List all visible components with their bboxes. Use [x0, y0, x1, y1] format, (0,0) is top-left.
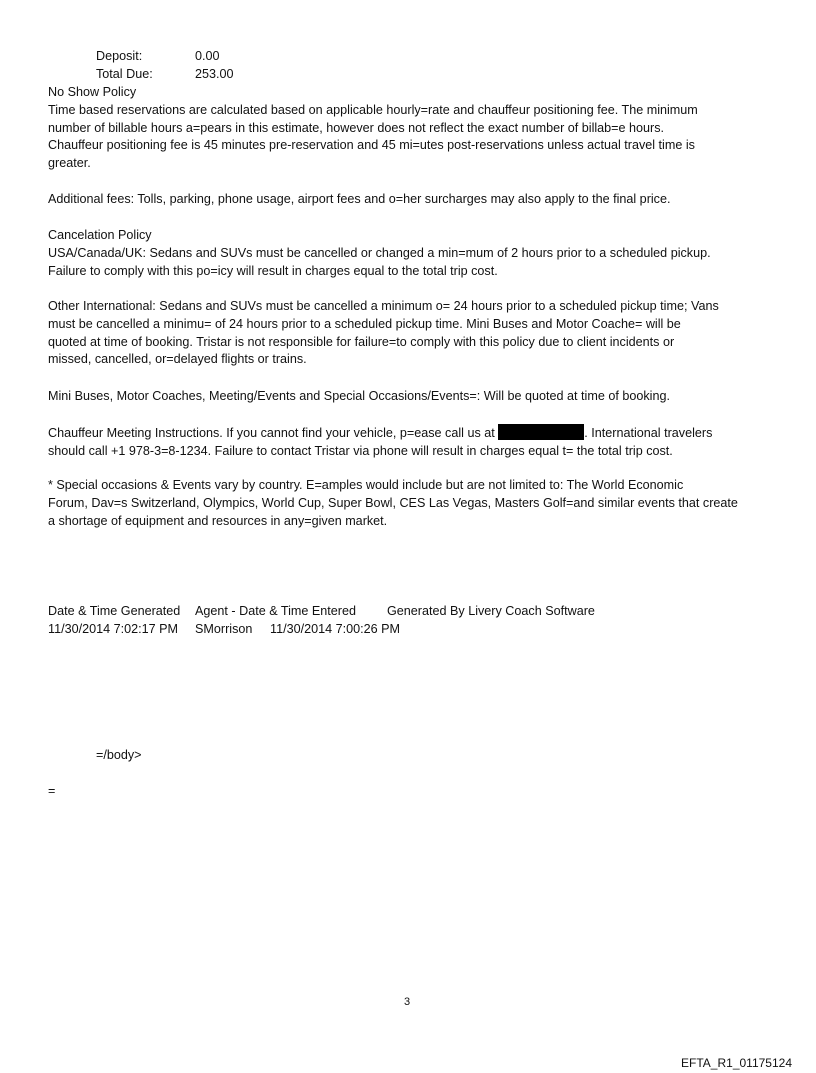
total-due-value: 253.00: [195, 67, 234, 81]
international-line: missed, cancelled, or=delayed flights or trains.: [48, 352, 307, 367]
special-line: a shortage of equipment and resources in any=given market.: [48, 513, 388, 528]
cancelation-line: Failure to comply with this po=icy will result in charges equal to the total trip cost.: [48, 263, 498, 278]
cancelation-heading: Cancelation Policy: [48, 228, 152, 242]
chauffeur-instructions: [48, 424, 773, 461]
deposit-label: Deposit:: [96, 49, 143, 63]
no-show-policy: [48, 84, 773, 173]
no-show-line: greater.: [48, 156, 91, 171]
total-due-label: Total Due:: [96, 67, 153, 81]
page-number: 3: [404, 996, 411, 1008]
additional-fees: [48, 191, 773, 209]
cancelation-line: USA/Canada/UK: Sedans and SUVs must be cancelled or changed a min=mum of 2 hours prior to a scheduled pickup.: [48, 245, 711, 260]
body-tag-remnant: =/body>: [96, 748, 142, 762]
special-occasions: [48, 477, 773, 530]
international-line: quoted at time of booking. Tristar is not responsible for failure=to comply with this policy due to client incidents or: [48, 334, 675, 349]
agent-header: Agent - Date & Time Entered: [195, 604, 357, 618]
mini-buses-text: Mini Buses, Motor Coaches, Meeting/Events and Special Occasions/Events=: Will be quoted at time of booking.: [48, 389, 670, 403]
additional-fees-text: Additional fees: Tolls, parking, phone usage, airport fees and o=her surcharges may also apply to the final price.: [48, 192, 671, 206]
cancelation-policy: [48, 227, 773, 280]
international-policy: [48, 298, 773, 369]
chauffeur-line-1: [48, 424, 773, 443]
chauffeur-text-after: . International travelers: [584, 426, 713, 440]
stray-equals: =: [48, 784, 56, 798]
chauffeur-text-before: Chauffeur Meeting Instructions. If you cannot find your vehicle, p=ease call us at: [48, 426, 495, 440]
special-line: * Special occasions & Events vary by country. E=amples would include but are not limited to: The World Economic: [48, 478, 684, 492]
generated-value: 11/30/2014 7:02:17 PM: [48, 622, 179, 636]
generated-header: Date & Time Generated: [48, 604, 181, 618]
mini-buses: [48, 388, 773, 406]
no-show-line: Chauffeur positioning fee is 45 minutes pre-reservation and 45 mi=utes post-reservations unless actual travel time is: [48, 138, 695, 153]
agent-value: SMorrison: [195, 622, 253, 636]
special-line: Forum, Dav=s Switzerland, Olympics, World Cup, Super Bowl, CES Las Vegas, Masters Golf=and similar events that create: [48, 495, 738, 510]
software-header: Generated By Livery Coach Software: [387, 604, 595, 618]
international-line: must be cancelled a minimu= of 24 hours prior to a scheduled pickup time. Mini Buses and Motor Coache= will be: [48, 316, 681, 331]
no-show-heading: No Show Policy: [48, 85, 137, 99]
international-line: Other International: Sedans and SUVs must be cancelled a minimum o= 24 hours prior to a scheduled pickup time; Vans: [48, 299, 719, 313]
deposit-value: 0.00: [195, 49, 220, 63]
chauffeur-line-2: should call +1 978-3=8-1234. Failure to contact Tristar via phone will result in charges equal t= the total trip cost.: [48, 443, 673, 458]
redaction-box: [498, 424, 584, 440]
entered-value: 11/30/2014 7:00:26 PM: [270, 622, 401, 636]
document-id: EFTA_R1_01175124: [681, 1056, 792, 1070]
no-show-line: number of billable hours a=pears in this estimate, however does not reflect the exact number of billab=e hours.: [48, 120, 665, 135]
no-show-line: Time based reservations are calculated based on applicable hourly=rate and chauffeur positioning fee. The minimum: [48, 102, 698, 117]
